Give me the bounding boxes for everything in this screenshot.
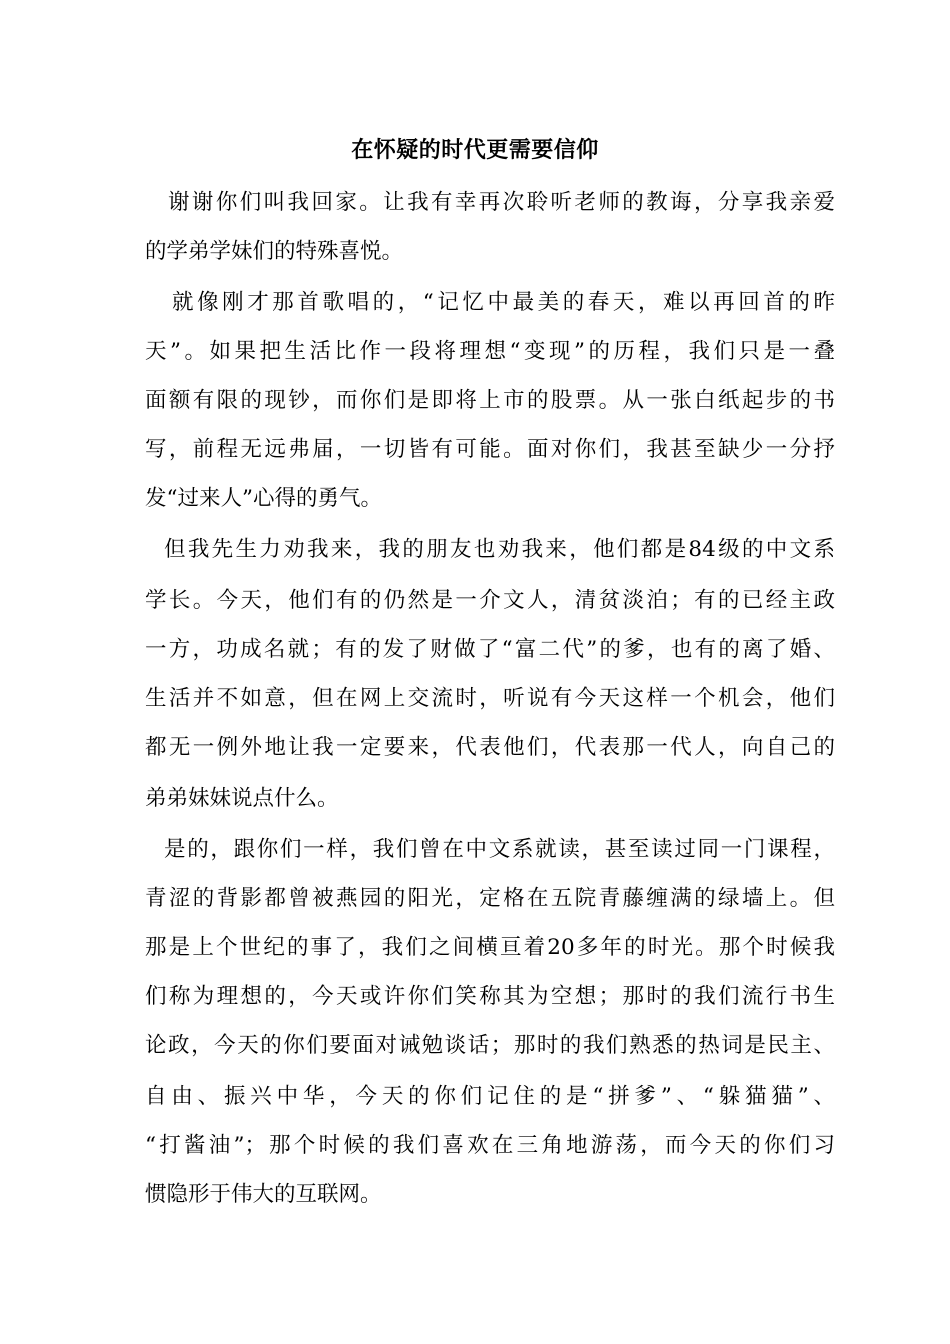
paragraph-1-line-1: 谢谢你们叫我回家。让我有幸再次聆听老师的教诲，分享我亲爱 [168,190,835,215]
paragraph-2-line-4: 写，前程无远弗届，一切皆有可能。面对你们，我甚至缺少一分抒 [145,437,835,462]
paragraph-4-line-8: 惯隐形于伟大的互联网。 [145,1182,382,1207]
paragraph-1-line-2: 的学弟学妹们的特殊喜悦。 [145,239,404,264]
paragraph-4-line-2: 青涩的背影都曾被燕园的阳光，定格在五院青藤缠满的绿墙上。但 [145,886,835,911]
paragraph-4-line-5: 论政，今天的你们要面对诫勉谈话；那时的我们熟悉的热词是民主、 [145,1033,835,1058]
paragraph-3-line-6: 弟弟妹妹说点什么。 [145,786,339,811]
paragraph-4-line-4: 们称为理想的，今天或许你们笑称其为空想；那时的我们流行书生 [145,984,835,1009]
paragraph-3-line-5: 都无一例外地让我一定要来，代表他们，代表那一代人，向自己的 [145,735,835,760]
paragraph-3-line-1: 但我先生力劝我来，我的朋友也劝我来，他们都是84级的中文系 [164,537,835,562]
document-title: 在怀疑的时代更需要信仰 [351,137,599,163]
paragraph-3-line-4: 生活并不如意，但在网上交流时，听说有今天这样一个机会，他们 [145,686,835,711]
paragraph-3-line-2: 学长。今天，他们有的仍然是一介文人，清贫淡泊；有的已经主政 [145,588,835,613]
paragraph-3-line-3: 一方，功成名就；有的发了财做了“富二代”的爹，也有的离了婚、 [145,637,835,662]
paragraph-4-line-3: 那是上个世纪的事了，我们之间横亘着20多年的时光。那个时候我 [145,935,835,960]
paragraph-2-line-2: 天”。如果把生活比作一段将理想“变现”的历程，我们只是一叠 [145,339,835,364]
paragraph-4-line-6: 自由、振兴中华，今天的你们记住的是“拼爹”、“躲猫猫”、 [145,1084,835,1109]
paragraph-2-line-1: 就像刚才那首歌唱的，“记忆中最美的春天，难以再回首的昨 [172,290,835,315]
paragraph-4-line-7: “打酱油”；那个时候的我们喜欢在三角地游荡，而今天的你们习 [145,1133,835,1158]
paragraph-2-line-5: 发“过来人”心得的勇气。 [145,486,382,511]
paragraph-4-line-1: 是的，跟你们一样，我们曾在中文系就读，甚至读过同一门课程， [164,837,835,862]
paragraph-2-line-3: 面额有限的现钞，而你们是即将上市的股票。从一张白纸起步的书 [145,388,835,413]
